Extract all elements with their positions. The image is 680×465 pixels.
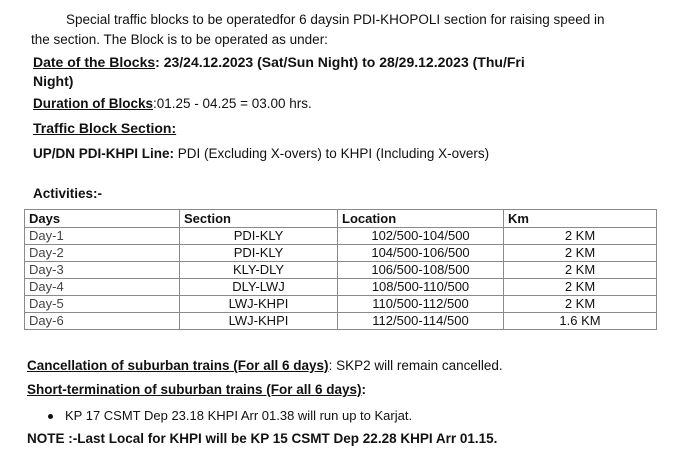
cell-km: 2 KM	[504, 296, 657, 313]
dates-line	[33, 53, 525, 71]
cell-location: 102/500-104/500	[338, 228, 504, 245]
cell-section: KLY-DLY	[180, 262, 338, 279]
cell-day: Day-6	[25, 313, 180, 330]
cell-day: Day-5	[25, 296, 180, 313]
cell-location: 106/500-108/500	[338, 262, 504, 279]
traffic-block-section-heading: Traffic Block Section:	[33, 120, 177, 136]
cell-location: 110/500-112/500	[338, 296, 504, 313]
dates-label: Date of the Blocks	[33, 54, 156, 70]
table-row	[25, 296, 657, 313]
list-item	[48, 407, 412, 425]
line-section	[33, 145, 489, 163]
header-location: Location	[338, 210, 504, 228]
bullet-text: KP 17 CSMT Dep 23.18 KHPI Arr 01.38 will run up to Karjat.	[65, 408, 413, 423]
dates-value-cont: Night)	[33, 73, 74, 89]
cell-section: LWJ-KHPI	[180, 313, 338, 330]
line-section-value: PDI (Excluding X-overs) to KHPI (Including X-overs)	[174, 146, 490, 161]
cell-location: 108/500-110/500	[338, 279, 504, 296]
duration-value: :01.25 - 04.25 = 03.00 hrs.	[153, 96, 312, 111]
header-km: Km	[504, 210, 657, 228]
cell-section: LWJ-KHPI	[180, 296, 338, 313]
header-days: Days	[25, 210, 180, 228]
cell-location: 104/500-106/500	[338, 245, 504, 262]
cell-day: Day-4	[25, 279, 180, 296]
cell-day: Day-1	[25, 228, 180, 245]
cell-km: 2 KM	[504, 279, 657, 296]
cell-km: 2 KM	[504, 245, 657, 262]
cell-day: Day-3	[25, 262, 180, 279]
short-termination-suffix: :	[361, 382, 367, 397]
cell-km: 2 KM	[504, 262, 657, 279]
note-line: NOTE :-Last Local for KHPI will be KP 15 CSMT Dep 22.28 KHPI Arr 01.15.	[27, 431, 498, 446]
blocks-table	[24, 209, 657, 330]
cell-section: DLY-LWJ	[180, 279, 338, 296]
table-row	[25, 245, 657, 262]
table-row	[25, 313, 657, 330]
table-header-row	[25, 210, 657, 228]
cell-day: Day-2	[25, 245, 180, 262]
cell-section: PDI-KLY	[180, 245, 338, 262]
table-row	[25, 262, 657, 279]
table-row	[25, 279, 657, 296]
cell-section: PDI-KLY	[180, 228, 338, 245]
intro-line-2: the section. The Block is to be operated as under:	[31, 32, 328, 47]
intro-line-1: Special traffic blocks to be operatedfor 6 daysin PDI-KHOPOLI section for raising speed in	[66, 12, 605, 27]
header-section: Section	[180, 210, 338, 228]
cancellation-label: Cancellation of suburban trains (For all 6 days)	[27, 358, 329, 373]
activities-heading: Activities:-	[33, 186, 103, 201]
short-termination-line	[27, 381, 366, 399]
cancellation-value: : SKP2 will remain cancelled.	[328, 358, 503, 373]
cell-km: 1.6 KM	[504, 313, 657, 330]
cell-location: 112/500-114/500	[338, 313, 504, 330]
duration-line	[33, 95, 312, 113]
table-row	[25, 228, 657, 245]
dates-value: : 23/24.12.2023 (Sat/Sun Night) to 28/29.12.2023 (Thu/Fri	[155, 54, 525, 70]
bullet-icon	[48, 414, 53, 419]
cancellation-line	[27, 357, 503, 375]
duration-label: Duration of Blocks	[33, 96, 154, 111]
short-termination-label: Short-termination of suburban trains (For all 6 days)	[27, 382, 362, 397]
line-section-label: UP/DN PDI-KHPI Line:	[33, 146, 175, 161]
cell-km: 2 KM	[504, 228, 657, 245]
